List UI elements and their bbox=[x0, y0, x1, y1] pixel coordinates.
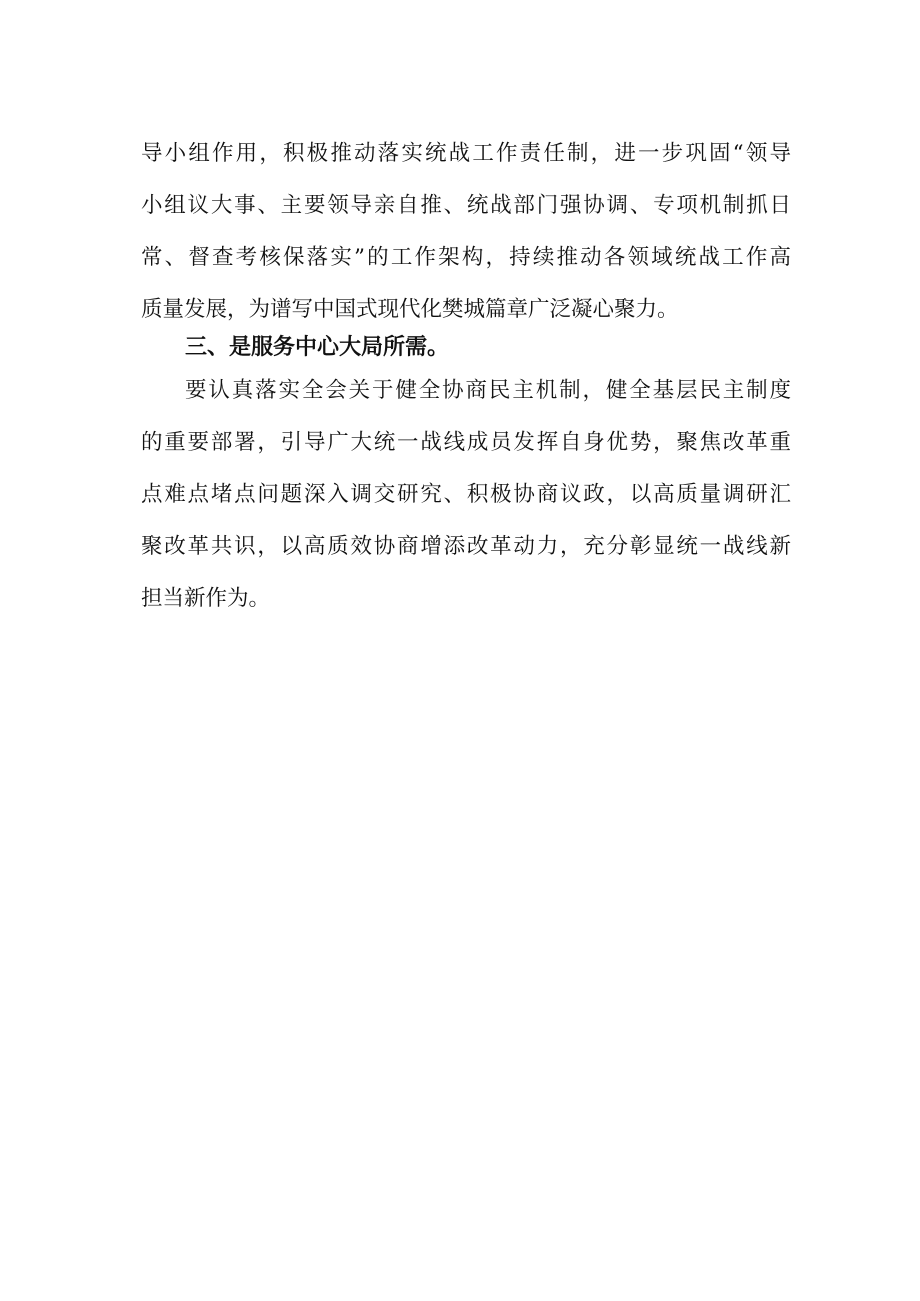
paragraph-line: 担当新作为。 bbox=[141, 586, 271, 611]
paragraph-continuation bbox=[141, 128, 791, 336]
section-heading: 三、是服务中心大局所需。 bbox=[185, 335, 450, 360]
paragraph-line: 常、督查考核保落实”的工作架构，持续推动各领域统战工作高 bbox=[141, 245, 791, 270]
paragraph-body bbox=[141, 365, 791, 625]
paragraph-line: 小组议大事、主要领导亲自推、统战部门强协调、专项机制抓日 bbox=[141, 193, 791, 218]
paragraph-line: 的重要部署，引导广大统一战线成员发挥自身优势，聚焦改革重 bbox=[141, 430, 791, 455]
paragraph-line: 质量发展，为谱写中国式现代化樊城篇章广泛凝心聚力。 bbox=[141, 297, 679, 322]
paragraph-line: 要认真落实全会关于健全协商民主机制，健全基层民主制度 bbox=[185, 378, 791, 403]
paragraph-line: 聚改革共识，以高质效协商增添改革动力，充分彰显统一战线新 bbox=[141, 534, 791, 559]
paragraph-line: 导小组作用，积极推动落实统战工作责任制，进一步巩固“领导 bbox=[141, 141, 791, 166]
paragraph-line: 点难点堵点问题深入调交研究、积极协商议政，以高质量调研汇 bbox=[141, 482, 791, 507]
